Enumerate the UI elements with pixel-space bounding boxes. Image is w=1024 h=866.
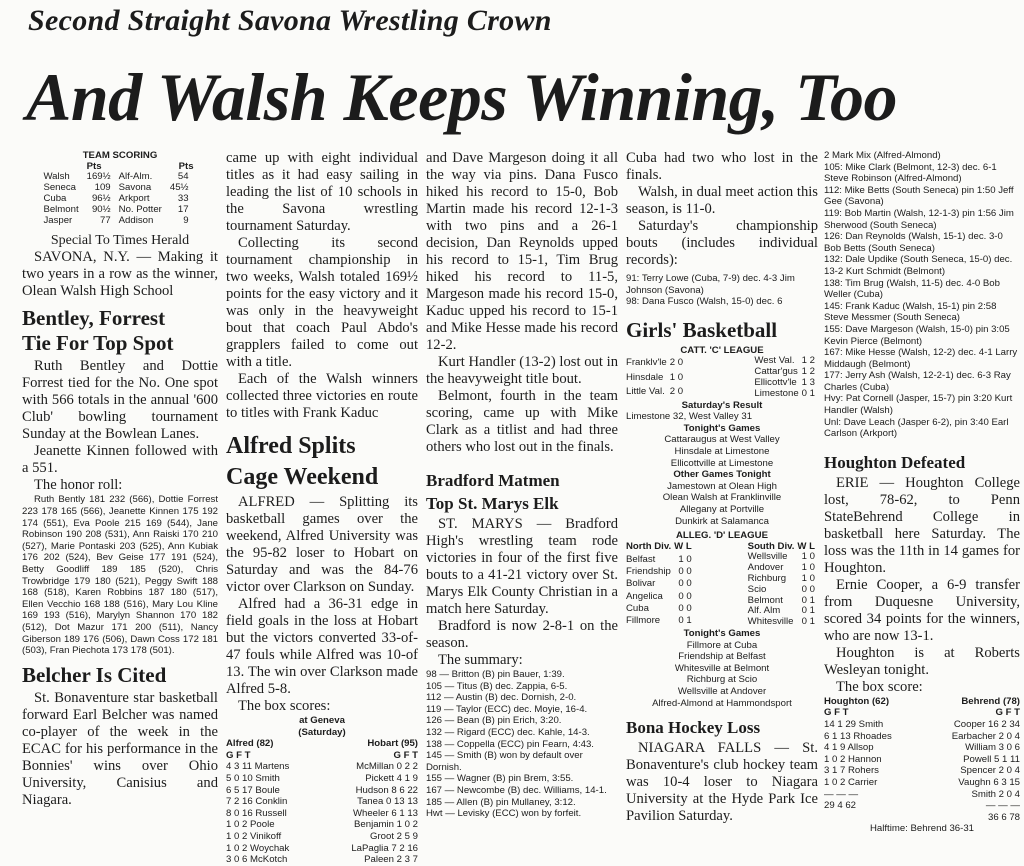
houghton-paragraph: Houghton is at Roberts Wesleyan tonight. <box>824 644 1020 678</box>
box-score-line: 1 0 2 Woychak <box>226 842 290 854</box>
bowling-headline-2: Tie For Top Spot <box>22 331 174 356</box>
team-name: Andover <box>747 562 784 574</box>
wrestling-paragraph: Saturday's championship bouts (includes individual records): <box>626 218 818 268</box>
alfred-headline-1: Alfred Splits <box>226 433 356 459</box>
box-score-line: 4 3 11 Martens <box>226 761 290 773</box>
standings-row <box>748 617 818 628</box>
box-left-head: Houghton (62) <box>824 695 890 707</box>
box-score-line: 14 1 29 Smith <box>824 719 884 731</box>
box-score-line: 3 1 7 Rohers <box>824 765 879 777</box>
team-name: Cattar'gus <box>754 366 798 378</box>
alfred-paragraph: The box scores: <box>238 698 331 714</box>
box-score-line: — — — <box>985 800 1020 812</box>
dateline: Special To Times Herald <box>50 233 190 249</box>
team-name: Seneca <box>43 182 76 194</box>
team-name: Hinsdale <box>626 371 664 383</box>
team-points: 17 <box>177 203 189 215</box>
result-line: 2 Mark Mix (Alfred-Almond) <box>824 150 941 161</box>
bowling-paragraph: The honor roll: <box>34 477 123 494</box>
hockey-paragraph: NIAGARA FALLS — St. Bonaventure's club hockey team was 10-4 loser to Niagara University at the Hyde Park Ice Pavilion Saturday. <box>626 740 818 825</box>
belcher-paragraph: St. Bonaventure star basketball forward Earl Belcher was named co-player of the week in the ECAC for his performance in the Bonnies' wins over Ohio University, Canisius and Niagara. <box>22 689 218 808</box>
houghton-paragraph: ERIE — Houghton College lost, 78-62, to Penn StateBehrend College in basketball here Saturday. The loss was the 11th in 14 games for Houghton. <box>824 474 1020 576</box>
box-score-line: — — — <box>824 788 859 800</box>
team-points: 9 <box>183 214 189 226</box>
box-score-line: 4 1 9 Allsop <box>824 742 874 754</box>
box-score-line: Cooper 16 2 34 <box>953 719 1020 731</box>
team-record: 2 0 <box>669 357 684 369</box>
team-name: Cuba <box>43 192 67 204</box>
wrestling-paragraph: came up with eight individual titles as it had easy sailing in leading the list of 10 schools in the Savona wrestling tournament Saturday. <box>226 150 418 234</box>
alfred-paragraph: ALFRED — Splitting its basketball games over the weekend, Alfred University was the 95-82 loser to Hobart on Saturday and was the 84-76 victor over Clarkson on Sunday. <box>226 494 418 595</box>
bradford-summary <box>426 669 618 820</box>
team-name: Bolivar <box>626 578 656 590</box>
team-name: Franklv'le <box>626 357 667 369</box>
team-points: 96½ <box>91 192 111 204</box>
team-name: No. Potter <box>118 203 162 215</box>
box-score-line: Benjamin 1 0 2 <box>354 819 418 831</box>
game-line: Allegany at Portville <box>679 503 765 515</box>
box-score-line: 7 2 16 Conklin <box>226 796 288 808</box>
box-score-line: Tanea 0 13 13 <box>357 796 418 808</box>
wrestling-paragraph: Belmont, fourth in the team scoring, came up with Mike Clark as a titlist and had three others who lost out in the finals. <box>426 388 618 455</box>
wrestling-results <box>824 150 1020 440</box>
team-record: 1 0 <box>678 553 692 565</box>
team-record: 1 0 <box>801 562 815 574</box>
box-score-line: 8 0 16 Russell <box>226 807 287 819</box>
wrestling-paragraph: Collecting its second tournament championship in two weeks, Walsh totaled 169½ points for the easy victory and it was only in the heavyweight bout that coach Paul Abdo's grapplers failed to come out with a title. <box>226 235 418 370</box>
team-record: 0 1 <box>801 616 815 628</box>
team-scoring-row <box>43 205 196 216</box>
team-name: Angelica <box>626 590 663 602</box>
box-score-line: Spencer 2 0 4 <box>960 765 1020 777</box>
box-score-line: Earbacher 2 0 4 <box>951 730 1020 742</box>
result-line: 112: Mike Betts (South Seneca) pin 1:50 Jeff Gee (Savona) <box>824 184 1014 208</box>
box-score-line: Hudson 8 6 22 <box>355 784 418 796</box>
box-score-line: Smith 2 0 4 <box>971 788 1020 800</box>
game-line: Richburg at Scio <box>686 674 758 686</box>
column-2 <box>226 150 418 866</box>
box-right-head: Hobart (95) <box>367 738 418 750</box>
team-record: 1 0 <box>801 573 815 585</box>
catt-other-title: Other Games Tonight <box>673 469 771 481</box>
team-name: Addison <box>118 214 154 226</box>
game-line: Friendship at Belfast <box>678 651 766 663</box>
headline: And Walsh Keeps Winning, Too <box>26 59 897 135</box>
game-line: Cattaraugus at West Valley <box>664 434 780 446</box>
summary-line: 155 — Wagner (B) pin Brem, 3:55. <box>426 773 574 785</box>
houghton-paragraph: The box score: <box>836 678 923 695</box>
team-name: Alf-Alm. <box>118 171 153 183</box>
bradford-paragraph: The summary: <box>438 652 523 668</box>
column-4 <box>626 150 818 825</box>
houghton-box-score <box>824 696 1020 824</box>
team-name: Jasper <box>43 214 73 226</box>
gft-label: G F T <box>226 749 251 761</box>
game-line: Alfred-Almond at Hammondsport <box>652 697 792 709</box>
game-line: Dunkirk at Salamanca <box>675 515 769 527</box>
team-record: 0 1 <box>801 594 815 606</box>
alleg-tonight-title: Tonight's Games <box>683 628 761 640</box>
box-score-line: 5 0 10 Smith <box>226 772 280 784</box>
team-points: 169½ <box>86 171 111 183</box>
game-line: Whitesville at Belmont <box>674 662 770 674</box>
game-line: Fillmore at Cuba <box>686 639 758 651</box>
division-label: North Div. <box>626 541 672 553</box>
team-name: Friendship <box>626 566 671 578</box>
result-line: Unl: Dave Leach (Jasper 6-2), pin 3:40 Earl Carlson (Arkport) <box>824 416 1009 440</box>
team-record: 1 0 <box>669 371 684 383</box>
summary-line: 132 — Rigard (ECC) dec. Kahle, 14-3. <box>426 726 590 738</box>
bradford-paragraph: Bradford is now 2-8-1 on the season. <box>426 618 618 651</box>
team-record: 0 0 <box>678 590 692 602</box>
summary-line: 167 — Newcombe (B) dec. Williams, 14-1. <box>426 784 607 796</box>
team-scoring-table <box>43 162 196 227</box>
box-subtitle: (Saturday) <box>298 726 346 738</box>
box-score-line: 36 6 78 <box>987 811 1020 823</box>
standings-row <box>626 371 686 385</box>
summary-line: Hwt — Levisky (ECC) won by forfeit. <box>426 808 582 820</box>
summary-line: 112 — Austin (B) dec. Dornish, 2-0. <box>426 692 577 704</box>
summary-line: 119 — Taylor (ECC) dec. Moyie, 16-4. <box>426 703 588 715</box>
game-line: Olean Walsh at Franklinville <box>662 492 782 504</box>
box-score-line: Groot 2 5 9 <box>370 830 418 842</box>
team-name: Arkport <box>118 192 150 204</box>
alfred-paragraph: Alfred had a 36-31 edge in field goals in the loss at Hobart but the victors converted 33-of-47 fouls while Alfred was 10-of 13. The win over Clarkson made Alfred 5-8. <box>226 596 418 697</box>
result-line: Hvy: Pat Cornell (Jasper, 15-7) pin 3:20 Kurt Handler (Walsh) <box>824 393 1013 417</box>
team-points: 45½ <box>169 182 189 194</box>
kicker: Second Straight Savona Wrestling Crown <box>28 4 552 37</box>
team-scoring-row <box>43 216 196 227</box>
team-name: Belmont <box>43 203 79 215</box>
team-name: Savona <box>118 182 152 194</box>
wrestling-paragraph: and Dave Margeson doing it all the way via pins. Dana Fusco hiked his record to 15-0, Bob Martin made his record 12-1-3 with two pins and a 26-1 decision, Dan Reynolds upped his record to 15-1, Tim Brug hiked his record to 11-5, Margeson made his record 15-0, Kaduc upped his record to 15-1 and Mike Hesse made his record 12-2. <box>426 150 618 353</box>
box-score-line: William 3 0 6 <box>965 742 1020 754</box>
wrestling-paragraph: Each of the Walsh winners collected three victories en route to titles with Frank Kaduc <box>226 371 418 421</box>
belcher-headline: Belcher Is Cited <box>22 662 167 687</box>
team-record: 0 0 <box>801 583 815 595</box>
game-line: Ellicottville at Limestone <box>670 457 774 469</box>
game-line: Wellsville at Andover <box>677 686 767 698</box>
column-5 <box>824 150 1020 835</box>
catt-result: Limestone 32, West Valley 31 <box>626 411 753 423</box>
team-record: 2 0 <box>669 385 684 397</box>
team-points: 90½ <box>91 203 111 215</box>
catt-tonight-title: Tonight's Games <box>683 422 761 434</box>
team-record: 0 1 <box>801 387 815 399</box>
team-points: 54 <box>177 171 189 183</box>
box-right-head: Behrend (78) <box>961 695 1020 707</box>
team-name: Limestone <box>754 387 799 399</box>
summary-line: 105 — Titus (B) dec. Zappia, 6-5. <box>426 680 568 692</box>
team-record: 0 0 <box>678 603 692 615</box>
box-left-head: Alfred (82) <box>226 738 274 750</box>
alfred-headline-2: Cage Weekend <box>226 464 379 490</box>
summary-line: 185 — Allen (B) pin Mullaney, 3:12. <box>426 796 576 808</box>
summary-line: 138 — Coppella (ECC) pin Fearn, 4:43. <box>426 738 594 750</box>
box-score-line: 29 4 62 <box>824 800 857 812</box>
wrestling-paragraph: Walsh, in dual meet action this season, is 11-0. <box>626 184 818 217</box>
column-1 <box>22 150 218 809</box>
box-score-line: Vaughn 6 3 15 <box>958 777 1020 788</box>
standings-row <box>754 389 818 400</box>
box-score-line: Powell 5 1 11 <box>963 753 1020 765</box>
team-name: Belfast <box>626 553 656 565</box>
team-name: Ellicottv'le <box>754 376 797 388</box>
bowling-paragraph: Ruth Bentley and Dottie Forrest tied for the No. One spot with 566 totals in the annual '600 Club' bowling tournament Sunday at the Bowlean Lanes. <box>22 358 218 443</box>
summary-line: 145 — Smith (B) won by default over Dornish. <box>426 750 583 773</box>
team-points: 33 <box>177 192 189 204</box>
team-name: Belmont <box>747 594 783 606</box>
wrestling-paragraph: Cuba had two who lost in the finals. <box>626 150 818 183</box>
team-record: 1 3 <box>801 376 815 388</box>
division-header <box>626 542 695 554</box>
column-3 <box>426 150 618 820</box>
catt-title: CATT. 'C' LEAGUE <box>680 344 764 356</box>
team-record: 1 2 <box>801 366 815 378</box>
result-line: 155: Dave Margeson (Walsh, 15-0) pin 3:05 Kevin Pierce (Belmont) <box>824 323 1010 347</box>
wrestling-paragraph: SAVONA, N.Y. — Making it two years in a row as the winner, Olean Walsh High School <box>22 249 218 300</box>
result-line: 177: Jerry Ash (Walsh, 12-2-1) dec. 6-3 Ray Charles (Cuba) <box>824 370 1011 393</box>
team-name: Whitesville <box>747 616 794 628</box>
box-score-line: 6 1 13 Rhoades <box>824 730 892 742</box>
wrestling-paragraph: Kurt Handler (13-2) lost out in the heavyweight title bout. <box>426 354 618 387</box>
catt-standings <box>626 356 818 399</box>
team-name: Little Val. <box>626 385 665 397</box>
box-score-line: 1 0 2 Poole <box>226 819 275 831</box>
standings-row <box>626 554 695 566</box>
box-score-line: Wheeler 6 1 13 <box>352 807 418 819</box>
result-line: 119: Bob Martin (Walsh, 12-1-3) pin 1:56 Jim Sherwood (South Seneca) <box>824 207 1014 231</box>
bowling-headline-1: Bentley, Forrest <box>22 306 166 331</box>
girls-headline: Girls' Basketball <box>626 317 778 342</box>
hockey-headline: Bona Hockey Loss <box>626 718 761 738</box>
game-line: Jamestown at Olean High <box>667 480 777 492</box>
houghton-paragraph: Ernie Cooper, a 6-9 transfer from Duquesne University, scored 34 points for the winners, who are now 13-1. <box>824 576 1020 644</box>
team-name: West Val. <box>754 355 795 367</box>
standings-row <box>626 579 695 591</box>
result-line: 167: Mike Hesse (Walsh, 12-2) dec. 4-1 Larry Middaugh (Belmont) <box>824 347 1018 370</box>
team-points: 109 <box>94 182 111 194</box>
wl-label: W L <box>797 540 815 552</box>
team-scoring-title: TEAM SCORING <box>82 150 158 161</box>
standings-row <box>626 591 695 603</box>
team-record: 1 0 <box>801 551 815 563</box>
bowling-paragraph: Jeanette Kinnen followed with a 551. <box>22 443 218 477</box>
result-line: 138: Tim Brug (Walsh, 11-5) dec. 4-0 Bob Weller (Cuba) <box>824 277 1000 301</box>
team-name: Alf. Alm <box>747 605 781 617</box>
gft-label: G F T <box>995 707 1020 719</box>
team-name: Walsh <box>43 171 70 183</box>
team-record: 0 0 <box>678 578 692 590</box>
team-name: Richburg <box>747 573 787 585</box>
team-record: 1 2 <box>801 355 815 367</box>
standings-row <box>626 603 695 615</box>
catt-result-title: Saturday's Result <box>681 399 763 411</box>
result-line: 105: Mike Clark (Belmont, 12-3) dec. 6-1 Steve Robinson (Alfred-Almond) <box>824 161 997 185</box>
alleg-title: ALLEG. 'D' LEAGUE <box>676 530 768 542</box>
alfred-box-score <box>226 738 418 866</box>
box-score-line: McMillan 0 2 2 <box>356 761 418 773</box>
bradford-headline-2: Top St. Marys Elk <box>426 494 559 513</box>
box-title: at Geneva <box>299 715 345 726</box>
summary-line: 126 — Bean (B) pin Erich, 3:20. <box>426 715 562 727</box>
alleg-standings <box>626 542 818 628</box>
wrestling-results <box>626 273 818 308</box>
halftime: Halftime: Behrend 36-31 <box>870 823 974 835</box>
team-name: Scio <box>747 583 767 595</box>
standings-row <box>626 385 686 399</box>
standings-row <box>626 356 686 370</box>
wl-label: W L <box>674 541 692 553</box>
team-name: Wellsville <box>747 551 788 563</box>
pts-label: Pts <box>86 160 102 172</box>
result-line: 132: Dale Updike (South Seneca, 15-0) dec. 13-2 Kurt Schmidt (Belmont) <box>824 254 1013 277</box>
team-name: Fillmore <box>626 615 661 627</box>
result-line: 91: Terry Lowe (Cuba, 7-9) dec. 4-3 Jim Johnson (Savona) <box>626 273 795 296</box>
bradford-paragraph: ST. MARYS — Bradford High's wrestling team rode victories in four of the first five bouts to a 41-21 victory over St. Marys Elk County Christian in a match here Saturday. <box>426 516 618 617</box>
division-label: South Div. <box>747 540 795 552</box>
gft-label: G F T <box>824 707 849 719</box>
summary-line: 98 — Britton (B) pin Bauer, 1:39. <box>426 669 565 680</box>
pts-label: Pts <box>178 160 194 172</box>
game-line: Hinsdale at Limestone <box>674 445 770 457</box>
team-record: 0 0 <box>678 566 692 578</box>
honor-roll: Ruth Bently 181 232 (566), Dottie Forrest 223 178 165 (566), Jeanette Kinnen 175 192 174 (551), Eva Poole 215 169 (544), Jane Robinson 190 208 (531), Ann Raiski 170 210 (527), Marie Pontaski 203 (525), Ann Kubiak 176 202 (524), Bev Geise 177 191 (524), Betty Goodliff 189 185 (520), Chris Trowbridge 179 180 (521), Peggy Swift 188 168 (518), Karen Robbins 187 180 (517), Ellen Vecchio 168 188 (516), Mary Lou Kline 169 193 (516), Marylyn Shannon 170 182 (512), Dot Mazur 171 200 (511), Nancy Giberson 189 176 (506), Dawn Coss 172 181 (503), Fran Piechota 173 178 (501). <box>22 494 218 657</box>
box-score-line: 6 5 17 Boule <box>226 784 280 796</box>
team-record: 0 1 <box>801 605 815 617</box>
box-score-line: 1 0 2 Hannon <box>824 753 882 765</box>
team-name: Cuba <box>626 603 649 615</box>
standings-row <box>626 566 695 578</box>
result-line: 98: Dana Fusco (Walsh, 15-0) dec. 6 <box>626 296 783 308</box>
box-score-line: Pickett 4 1 9 <box>365 772 418 784</box>
result-line: 126: Dan Reynolds (Walsh, 15-1) dec. 3-0 Bob Betts (South Seneca) <box>824 231 1003 254</box>
bradford-headline-1: Bradford Matmen <box>426 471 560 490</box>
team-record: 0 1 <box>678 615 692 627</box>
gft-label: G F T <box>393 749 418 761</box>
result-line: 145: Frank Kaduc (Walsh, 15-1) pin 2:58 Steve Messmer (South Seneca) <box>824 300 997 324</box>
box-score-line: Paleen 2 3 7 <box>364 854 418 866</box>
houghton-headline: Houghton Defeated <box>824 452 966 472</box>
box-score-line: 1 0 2 Vinikoff <box>226 830 282 842</box>
standings-row <box>626 616 695 628</box>
team-points: 77 <box>99 214 111 226</box>
box-score-line: 3 0 6 McKotch <box>226 854 288 866</box>
box-score-line: LaPaglia 7 2 16 <box>351 842 418 854</box>
box-score-line: 1 0 2 Carrier <box>824 777 878 788</box>
